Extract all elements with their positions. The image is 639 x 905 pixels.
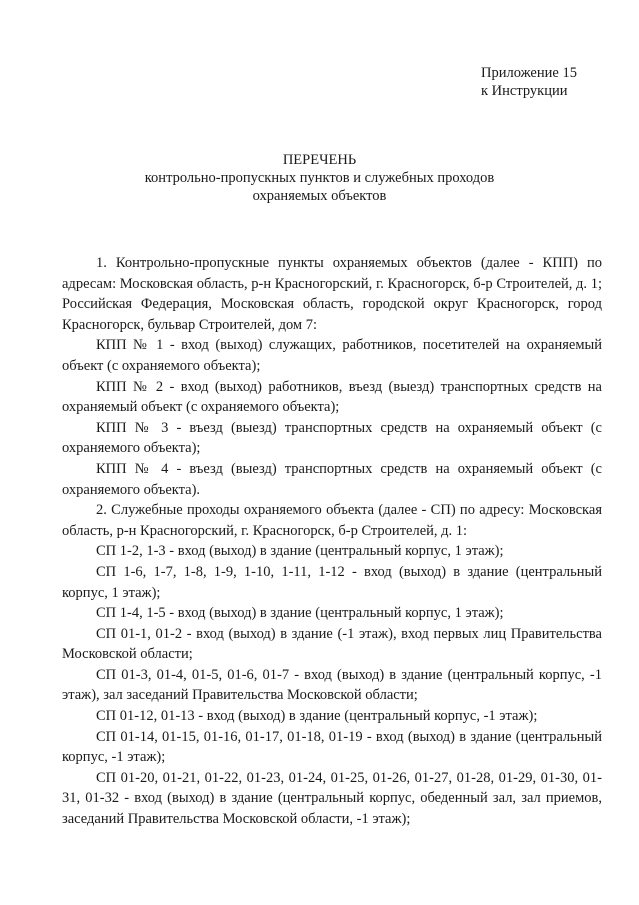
paragraph-sp-1-6: СП 1-6, 1-7, 1-8, 1-9, 1-10, 1-11, 1-12 - вход (выход) в здание (центральный корпус, 1 этаж);: [62, 563, 602, 601]
paragraph-sp-01-1: СП 01-1, 01-2 - вход (выход) в здание (-1 этаж), вход первых лиц Правительства Московской области;: [62, 625, 602, 663]
paragraph-kpp-intro: 1. Контрольно-пропускные пункты охраняемых объектов (далее - КПП) по адресам: Московская область, р-н Красногорский, г. Красногорск, б-р Строителей, д. 1; Российская Федерация, Московская область, городской округ Красногорск, город Красногорск, бульвар Строителей, дом 7:: [62, 255, 602, 333]
paragraph-sp-01-20: СП 01-20, 01-21, 01-22, 01-23, 01-24, 01-25, 01-26, 01-27, 01-28, 01-29, 01-30, 01-31, 01-32 - вход (выход) в здание (центральный корпус, обеденный зал, зал приемов, заседаний Правительства Московской области, -1 этаж);: [62, 769, 602, 828]
paragraph-kpp-3: КПП № 3 - въезд (выезд) транспортных средств на охраняемый объект (с охраняемого объекта);: [62, 419, 602, 457]
appendix-number: Приложение 15: [481, 65, 577, 81]
paragraph-kpp-4: КПП № 4 - въезд (выезд) транспортных средств на охраняемый объект (с охраняемого объекта).: [62, 460, 602, 498]
title-heading: ПЕРЕЧЕНЬ: [282, 152, 357, 168]
paragraph-sp-01-12: СП 01-12, 01-13 - вход (выход) в здание (центральный корпус, -1 этаж);: [96, 708, 538, 725]
appendix-instruction-ref: к Инструкции: [481, 83, 568, 99]
appendix-reference: [481, 64, 577, 100]
paragraph-sp-intro: 2. Служебные проходы охраняемого объекта (далее - СП) по адресу: Московская область, р-н Красногорский, г. Красногорск, б-р Строителей, д. 1:: [62, 502, 602, 539]
paragraph-kpp-1: КПП № 1 - вход (выход) служащих, работников, посетителей на охраняемый объект (с охраняемого объекта);: [62, 337, 602, 374]
title-subheading-line-1: контрольно-пропускных пунктов и служебных проходов: [144, 170, 495, 186]
paragraph-sp-1-2: СП 1-2, 1-3 - вход (выход) в здание (центральный корпус, 1 этаж);: [96, 543, 504, 560]
paragraph-sp-1-4: СП 1-4, 1-5 - вход (выход) в здание (центральный корпус, 1 этаж);: [96, 605, 504, 622]
document-title: [0, 151, 639, 205]
title-subheading-line-2: охраняемых объектов: [252, 188, 387, 204]
paragraph-sp-01-14: СП 01-14, 01-15, 01-16, 01-17, 01-18, 01-19 - вход (выход) в здание (центральный корпус, -1 этаж);: [62, 728, 602, 766]
paragraph-sp-01-3: СП 01-3, 01-4, 01-5, 01-6, 01-7 - вход (выход) в здание (центральный корпус, -1 этаж), зал заседаний Правительства Московской области;: [62, 666, 602, 704]
paragraph-kpp-2: КПП № 2 - вход (выход) работников, въезд (выезд) транспортных средств на охраняемый объект (с охраняемого объекта);: [62, 378, 602, 416]
document-body: [62, 253, 602, 830]
